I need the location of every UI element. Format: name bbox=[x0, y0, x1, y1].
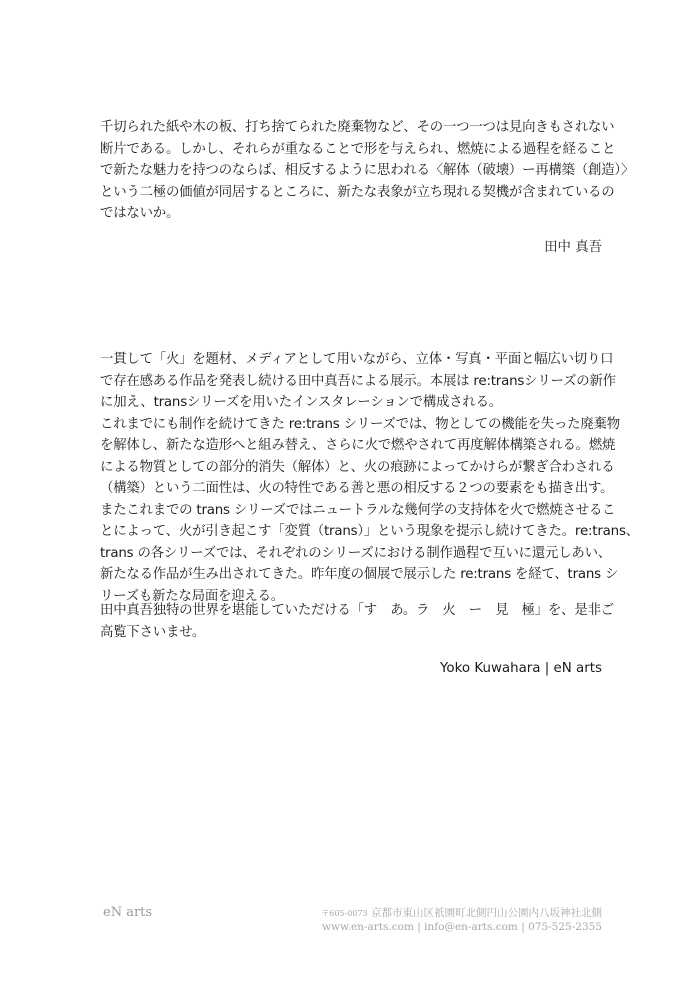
invitation-line: 田中真吾独特の世界を堪能していただける「す あ。ラ 火 ー 見 極」を、是非ご bbox=[100, 603, 614, 618]
description-line: による物質としての部分的消失（解体）と、火の痕跡によってかけらが繋ぎ合わされる bbox=[100, 459, 615, 475]
artist-statement bbox=[100, 117, 635, 225]
description-line: に加え、transシリーズを用いたインスタレーションで構成される。 bbox=[100, 395, 502, 410]
description-line: 新たなる作品が生み出されてきた。昨年度の個展で展示した re:trans を経て、trans シ bbox=[100, 567, 619, 582]
gallery-logo: eN arts bbox=[103, 905, 153, 920]
gallery-address bbox=[321, 905, 602, 920]
description-line: 一貫して「火」を題材、メディアとして用いながら、立体・写真・平面と幅広い切り口 bbox=[100, 352, 614, 367]
curator-signature: Yoko Kuwahara | eN arts bbox=[440, 661, 602, 676]
exhibition-description bbox=[100, 349, 639, 607]
statement-line: 千切られた紙や木の板、打ち捨てられた廃棄物など、その一つ一つは見向きもされない bbox=[100, 120, 615, 135]
description-line: trans の各シリーズでは、それぞれのシリーズにおける制作過程で互いに還元しあい、 bbox=[100, 545, 612, 561]
description-line: （構築）という二面性は、火の特性である善と悪の相反する２つの要素をも描き出す。 bbox=[100, 481, 614, 496]
address-text: 京都市東山区祇園町北側円山公園内八坂神社北側 bbox=[371, 907, 602, 919]
statement-line: で新たな魅力を持つのならば、相反するように思われる〈解体（破壊）ー再構築（創造）〉 bbox=[100, 163, 635, 178]
invitation-text bbox=[100, 600, 614, 643]
invitation-line: 高覧下さいませ。 bbox=[100, 624, 206, 640]
description-line: リーズも新たな局面を迎える。 bbox=[100, 588, 284, 604]
description-line: とによって、火が引き起こす「変質（trans）」という現象を提示し続けてきた。re:trans、 bbox=[100, 524, 639, 539]
statement-line: という二極の価値が同居するところに、新たな表象が立ち現れる契機が含まれているの bbox=[100, 184, 615, 200]
description-line: を解体し、新たな造形へと組み替え、さらに火で燃やされて再度解体構築される。燃焼 bbox=[100, 438, 616, 453]
statement-line: 断片である。しかし、それらが重なることで形を与えられ、燃焼による過程を経ること bbox=[100, 141, 616, 157]
description-line: またこれまでの trans シリーズではニュートラルな幾何学の支持体を火で燃焼させるこ bbox=[100, 502, 616, 518]
gallery-contact: www.en-arts.com | info@en-arts.com | 075-525-2355 bbox=[321, 921, 602, 933]
statement-line: ではないか。 bbox=[100, 206, 180, 221]
description-line: で存在感ある作品を発表し続ける田中真吾による展示。本展は re:transシリーズの新作 bbox=[100, 373, 616, 389]
statement-author: 田中 真吾 bbox=[544, 240, 602, 255]
description-line: これまでにも制作を続けてきた re:trans シリーズでは、物としての機能を失った廃棄物 bbox=[100, 416, 620, 432]
postal-code: 〒605-0073 bbox=[321, 909, 368, 918]
